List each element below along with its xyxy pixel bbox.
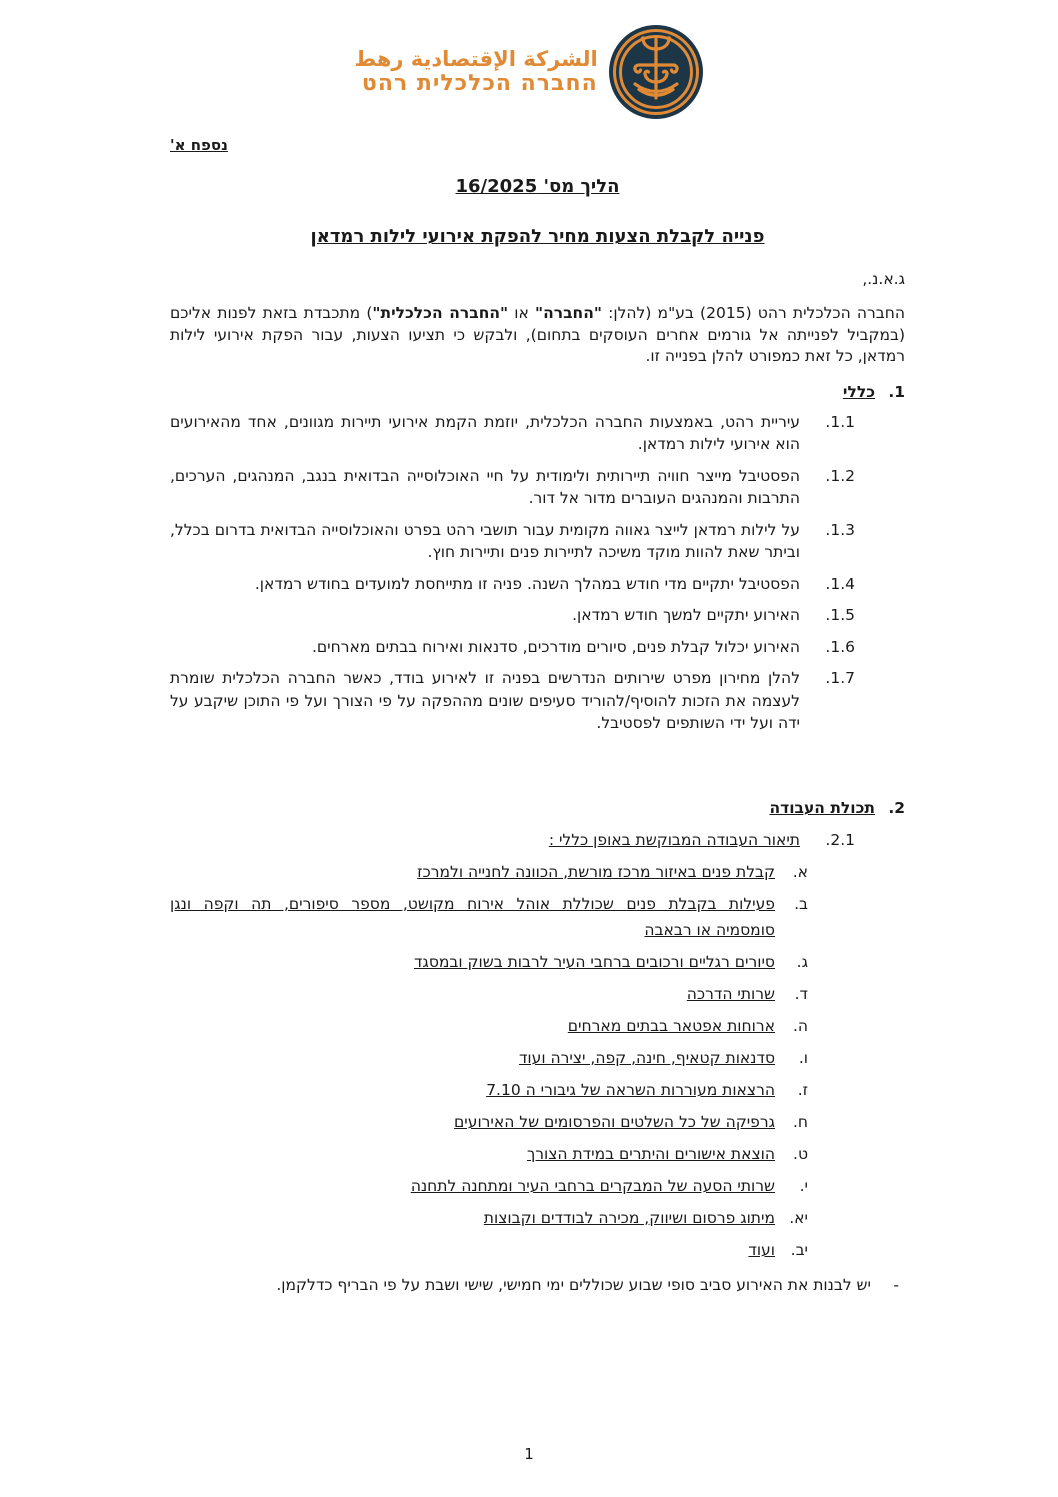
section1-item-1-6	[170, 636, 905, 659]
item-text: הרצאות מעוררות השראה של גיבורי ה 7.10	[486, 1080, 775, 1099]
item-letter: ה.	[792, 1016, 808, 1035]
section2-item-i	[170, 1143, 905, 1165]
salutation: ג.א.נ.,	[862, 270, 905, 288]
section2-item-e	[170, 1015, 905, 1037]
logo-arabic-name: الشركة الإقتصادية رهط	[354, 47, 598, 72]
item-text-line1: פעילות בקבלת פנים שכוללת אוהל אירוח מקושט, מספר סיפורים, תה וקפה ונגן	[170, 894, 775, 913]
section1-item-1-5	[170, 604, 905, 627]
intro-text-1: החברה הכלכלית רהט (2015) בע"מ (להלן:	[601, 304, 905, 322]
section-2-title: תכולת העבודה	[769, 798, 875, 817]
section2-item-h	[170, 1111, 905, 1133]
item-text: שרותי הדרכה	[686, 984, 775, 1003]
section2-item-d	[170, 983, 905, 1005]
weekend-note	[170, 1274, 905, 1296]
item-text: שרותי הסעה של המבקרים ברחבי העיר ומתחנה לתחנה	[410, 1176, 775, 1195]
intro-bold-economic-company: "החברה הכלכלית"	[372, 304, 509, 322]
item-text: הפסטיבל יתקיים מדי חודש במהלך השנה. פניה זו מתייחסת למועדים בחודש רמדאן.	[254, 574, 800, 593]
item-text: תיאור העבודה המבוקשת באופן כללי :	[548, 830, 800, 849]
item-number: 1.7.	[825, 669, 855, 687]
item-number: 2.1.	[825, 830, 855, 849]
section-2-1-heading	[170, 829, 905, 851]
intro-paragraph	[170, 303, 905, 368]
section2-item-b	[170, 893, 905, 941]
document-title: הליך מס' 16/2025	[455, 176, 620, 197]
intro-text-2: או	[508, 304, 536, 322]
section-2-heading	[170, 797, 905, 819]
note-text: יש לבנות את האירוע סביב סופי שבוע שכוללים ימי חמישי, שישי ושבת על פי הבריף כדלקמן.	[276, 1275, 871, 1294]
section2-item-k	[170, 1207, 905, 1229]
section2-item-j	[170, 1175, 905, 1197]
item-text: הוצאת אישורים והיתרים במידת הצורך	[526, 1144, 775, 1163]
item-number: 1.2.	[825, 466, 855, 485]
item-letter: ד.	[794, 984, 808, 1003]
item-text: ארוחות אפטאר בבתים מארחים	[567, 1016, 775, 1035]
item-text: סדנאות קטאיף, חינה, קפה, יצירה ועוד	[518, 1048, 775, 1067]
item-text: עיריית רהט, באמצעות החברה הכלכלית, יוזמת הקמת אירועי תיירות מגוונים, אחד מהאירועים הוא אירועי לילות רמדאן.	[170, 412, 800, 453]
item-text: להלן מחירון מפרט שירותים הנדרשים בפניה זו לאירוע בודד, כאשר החברה הכלכלית שומרת לעצמה את הזכות להוסיף/להוריד סעיפים שונים מההפקה על פי הצורך ועל פי התוכן שיקבע על ידה ועל ידי השותפים לפסטיבל.	[170, 669, 800, 732]
section1-item-1-2	[170, 465, 905, 510]
item-letter: א.	[792, 862, 808, 881]
item-letter: ג.	[796, 952, 808, 971]
section2-item-f	[170, 1047, 905, 1069]
item-number: 1.3.	[825, 520, 855, 539]
appendix-label: נספח א'	[170, 136, 228, 154]
item-number: 1.1.	[825, 412, 855, 431]
section2-item-c	[170, 951, 905, 973]
item-letter: ט.	[793, 1144, 808, 1163]
item-text-line2: סומסמיה או רבאבה	[644, 920, 775, 939]
section-1-number: 1.	[888, 382, 905, 401]
item-text: הפסטיבל מייצר חוויה תיירותית ולימודית על חיי האוכלוסייה הבדואית בנגב, המנהגים, הערכים, התרבות והמנהגים העוברים מדור אל דור.	[170, 466, 800, 507]
item-letter: ח.	[792, 1112, 808, 1131]
item-number: 1.4.	[825, 574, 855, 593]
section1-item-1-4	[170, 573, 905, 596]
intro-bold-company: "החברה"	[535, 304, 602, 322]
item-letter: ז.	[797, 1080, 808, 1099]
item-number: 1.6.	[825, 637, 855, 656]
item-letter: יא.	[789, 1208, 808, 1227]
section-2-number: 2.	[888, 798, 905, 817]
section-1-heading	[170, 381, 905, 403]
item-letter: י.	[799, 1176, 808, 1195]
item-letter: ב.	[794, 894, 808, 913]
section2-item-g	[170, 1079, 905, 1101]
item-text: ועוד	[748, 1240, 775, 1259]
intro-text-3: ) מתכבדת בזאת לפנות אליכם (במקביל לפנייתה אל גורמים אחרים העוסקים בתחום), ולבקש כי תציעו הצעות, עבור הפקת אירועי לילות רמדאן, כל זאת כמפורט להלן בפנייה זו.	[170, 304, 905, 365]
section-2-list	[170, 861, 905, 1261]
item-text: סיורים רגליים ורכובים ברחבי העיר לרבות בשוק ובמסגד	[413, 952, 775, 971]
page-number: 1	[524, 1445, 534, 1463]
item-text: גרפיקה של כל השלטים והפרסומים של האירועים	[454, 1112, 775, 1131]
item-text: מיתוג פרסום ושיווק, מכירה לבודדים וקבוצות	[483, 1208, 775, 1227]
item-text: קבלת פנים באיזור מרכז מורשת, הכוונה לחנייה ולמרכז	[417, 862, 775, 881]
item-text: על לילות רמדאן לייצר גאווה מקומית עבור תושבי רהט בפרט והאוכלוסייה הבדואית בדרום בכלל, וביתר שאת להוות מוקד משיכה לתיירות פנים ותיירות חוץ.	[170, 520, 800, 561]
item-text: האירוע יתקיים למשך חודש רמדאן.	[572, 606, 800, 624]
section1-item-1-7	[170, 667, 905, 735]
section1-item-1-1	[170, 411, 905, 456]
document-subtitle: פנייה לקבלת הצעות מחיר להפקת אירועי לילות רמדאן	[310, 226, 765, 247]
section-1-title: כללי	[842, 382, 875, 401]
item-text: האירוע יכלול קבלת פנים, סיורים מודרכים, סדנאות ואירוח בבתים מארחים.	[311, 637, 800, 656]
dash-bullet: -	[893, 1275, 899, 1294]
section2-item-l	[170, 1239, 905, 1261]
company-logo	[0, 22, 1058, 122]
document-content	[0, 136, 1058, 1296]
item-number: 1.5.	[825, 606, 855, 624]
section2-item-a	[170, 861, 905, 883]
section1-item-1-3	[170, 519, 905, 564]
company-logo-emblem-icon	[608, 24, 704, 120]
item-letter: ו.	[798, 1048, 808, 1067]
company-logo-text	[354, 47, 597, 96]
item-letter: יב.	[790, 1240, 808, 1259]
section-1-list	[170, 411, 905, 735]
logo-hebrew-name: החברה הכלכלית רהט	[361, 71, 598, 97]
